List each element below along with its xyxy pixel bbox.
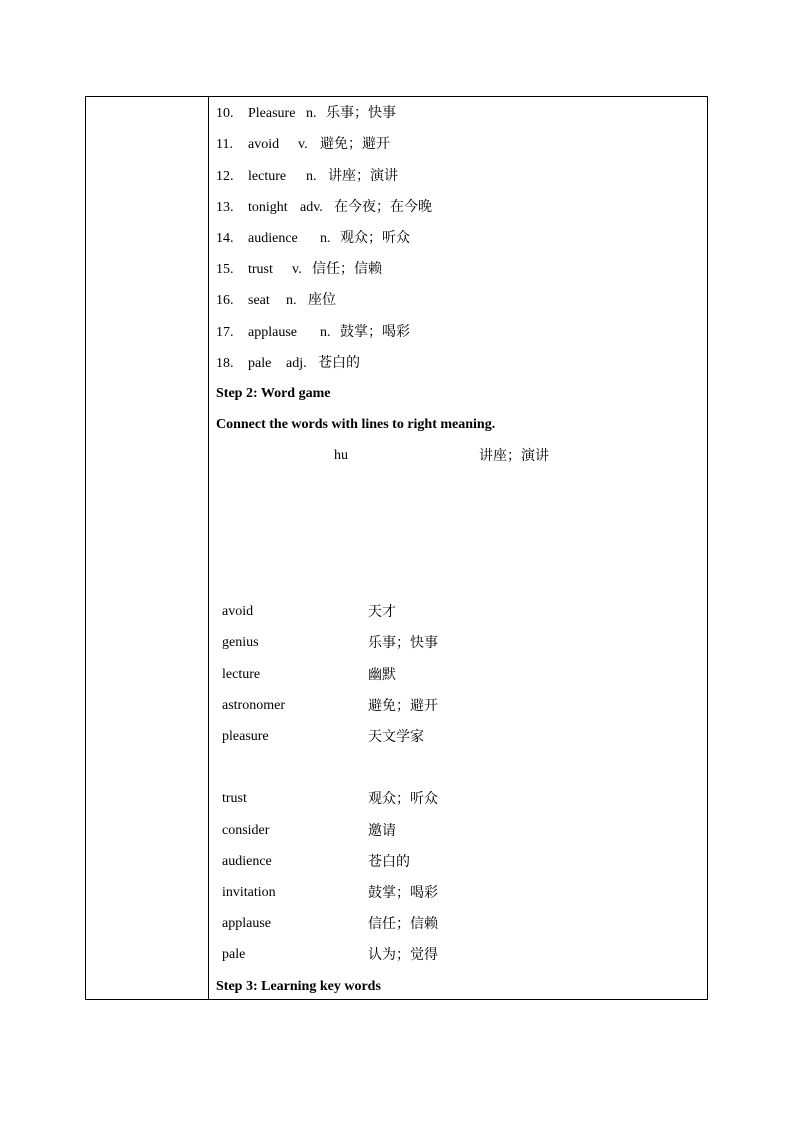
vocab-item [216,197,432,218]
match-meaning: 信任；信赖 [368,916,438,932]
match-meaning: 鼓掌；喝彩 [368,885,438,901]
match-meaning: 天文学家 [368,729,424,745]
vocab-item [216,322,410,343]
vocab-word: avoid [248,137,280,152]
vocab-meaning: 座位 [308,292,336,308]
vocab-number: 17. [216,325,234,340]
vocab-word: lecture [248,169,287,184]
vocab-word: Pleasure [248,106,296,121]
step2-instruction: Connect the words with lines to right meaning. [216,417,496,432]
vocab-meaning: 避免；避开 [320,136,390,152]
match-meaning: 幽默 [368,667,396,683]
vocab-pos: n. [320,325,331,340]
example-word: hu [334,448,348,463]
match-meaning: 避免；避开 [368,698,438,714]
vocab-pos: n. [306,106,317,121]
vocab-number: 18. [216,356,234,371]
match-word: audience [222,854,272,869]
vocab-word: trust [248,262,273,277]
vocab-number: 12. [216,169,234,184]
step3-heading: Step 3: Learning key words [216,979,381,994]
vocab-meaning: 在今夜；在今晚 [334,199,432,215]
match-meaning: 观众；听众 [368,791,438,807]
vocab-pos: adj. [286,356,307,371]
vocab-word: applause [248,325,297,340]
match-word: pale [222,947,246,962]
match-word: consider [222,823,270,838]
match-word: applause [222,916,271,931]
lesson-content-cell [216,97,707,999]
column-divider [208,97,209,999]
vocab-meaning: 苍白的 [318,355,360,371]
vocab-pos: adv. [300,200,323,215]
vocab-pos: n. [320,231,331,246]
match-word: invitation [222,885,276,900]
match-meaning: 苍白的 [368,854,410,870]
vocab-pos: n. [286,293,297,308]
step2-heading: Step 2: Word game [216,386,331,401]
vocab-number: 14. [216,231,234,246]
match-meaning: 天才 [368,604,396,620]
vocab-item [216,166,398,187]
match-meaning: 乐事；快事 [368,635,438,651]
match-word: genius [222,635,259,650]
vocab-pos: n. [306,169,317,184]
vocab-meaning: 鼓掌；喝彩 [340,324,410,340]
vocab-number: 16. [216,293,234,308]
match-word: astronomer [222,698,285,713]
vocab-meaning: 乐事；快事 [326,105,396,121]
match-meaning: 邀请 [368,823,396,839]
vocab-item [216,290,336,311]
vocab-number: 13. [216,200,234,215]
vocab-number: 10. [216,106,234,121]
vocab-number: 15. [216,262,234,277]
match-meaning: 认为；觉得 [368,947,438,963]
vocab-word: seat [248,293,270,308]
vocab-meaning: 信任；信赖 [312,261,382,277]
vocab-item [216,228,410,249]
vocab-item [216,103,396,124]
match-word: pleasure [222,729,269,744]
vocab-meaning: 观众；听众 [340,230,410,246]
vocab-meaning: 讲座；演讲 [328,168,398,184]
vocab-item [216,259,382,280]
vocab-word: pale [248,356,272,371]
vocab-item [216,353,360,374]
match-word: trust [222,791,247,806]
vocab-number: 11. [216,137,233,152]
vocab-word: audience [248,231,298,246]
vocab-item [216,134,390,155]
match-word: avoid [222,604,254,619]
vocab-word: tonight [248,200,288,215]
example-meaning: 讲座；演讲 [479,448,549,464]
match-word: lecture [222,667,261,682]
vocab-pos: v. [298,137,308,152]
vocab-pos: v. [292,262,302,277]
lesson-table [85,96,708,1000]
